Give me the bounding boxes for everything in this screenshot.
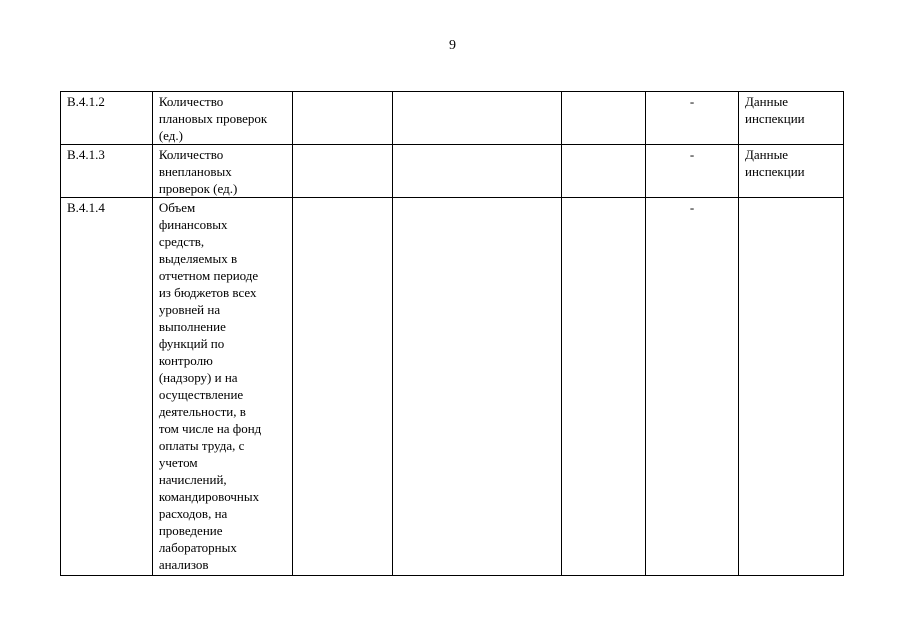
empty-cell (392, 198, 562, 576)
empty-cell (293, 92, 393, 145)
indicator-code-cell (61, 92, 153, 145)
data-source-cell (739, 145, 844, 198)
empty-cell (562, 198, 646, 576)
data-source-cell (739, 92, 844, 145)
indicator-name: Объем финансовых средств, выделяемых в отчетном периоде из бюджетов всех уровней на выполнение функций по контролю (надзору) и на осуществление деятельности, в том числе на фонд оплаты труда, с учетом начислений, командировочных расходов, на проведение лабораторных анализов (158, 200, 262, 572)
page-number: 9 (449, 38, 456, 53)
empty-cell (562, 92, 646, 145)
indicators-table (60, 91, 844, 576)
indicator-name-cell (152, 92, 292, 145)
indicator-name: Количество плановых проверок (ед.) (158, 94, 268, 143)
indicator-code: В.4.1.2 (67, 94, 105, 109)
indicator-name: Количество внеплановых проверок (ед.) (158, 147, 238, 196)
data-source: Данные инспекции (745, 94, 805, 126)
table-row (61, 198, 844, 576)
indicator-code: В.4.1.3 (67, 147, 105, 162)
dash-cell (646, 145, 739, 198)
table-row (61, 92, 844, 145)
indicator-code-cell (61, 198, 153, 576)
dash-cell (646, 198, 739, 576)
dash-cell (646, 92, 739, 145)
indicator-name-cell (152, 145, 292, 198)
empty-cell (293, 198, 393, 576)
empty-cell (392, 92, 562, 145)
indicator-code: В.4.1.4 (67, 200, 105, 215)
dash-value: - (689, 200, 695, 215)
empty-cell (392, 145, 562, 198)
empty-cell (293, 145, 393, 198)
dash-value: - (689, 94, 695, 109)
data-source: Данные инспекции (745, 147, 805, 179)
table-row (61, 145, 844, 198)
data-source-cell (739, 198, 844, 576)
dash-value: - (689, 147, 695, 162)
indicator-name-cell (152, 198, 292, 576)
empty-cell (562, 145, 646, 198)
indicator-code-cell (61, 145, 153, 198)
